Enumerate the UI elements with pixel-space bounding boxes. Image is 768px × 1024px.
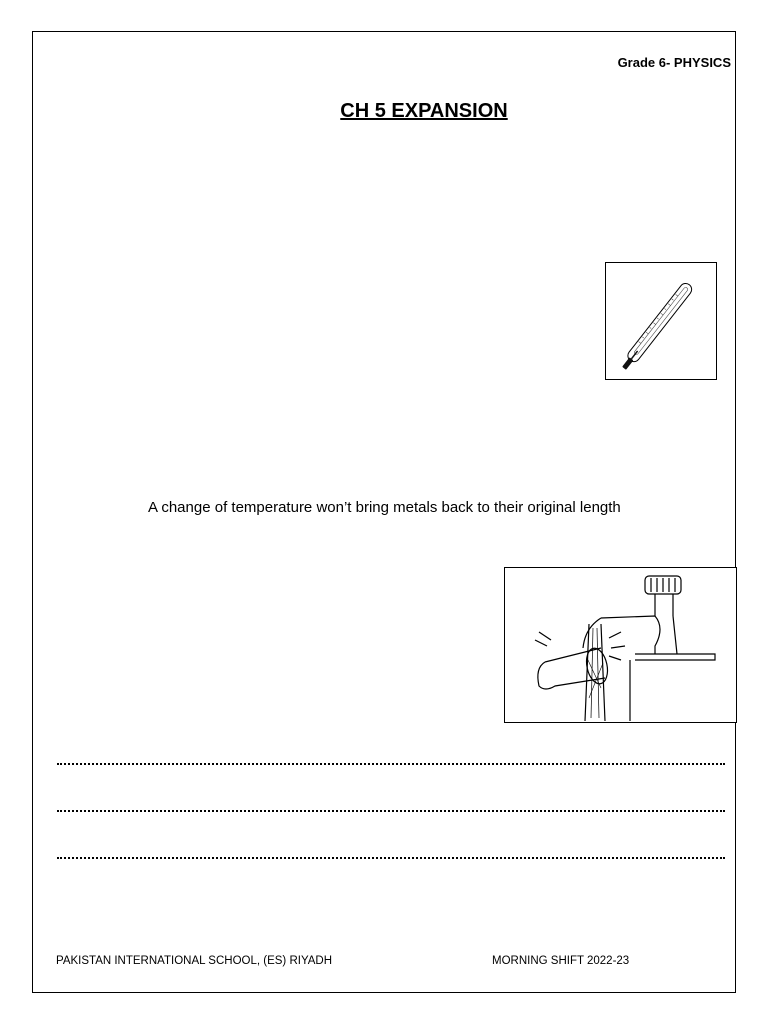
footer-school: PAKISTAN INTERNATIONAL SCHOOL, (ES) RIYADH xyxy=(56,955,333,967)
thermometer-figure xyxy=(605,262,717,380)
water-tap-icon xyxy=(505,568,735,721)
answer-line[interactable] xyxy=(57,810,725,812)
answer-line[interactable] xyxy=(57,763,725,765)
answer-line[interactable] xyxy=(57,857,725,859)
thermometer-icon xyxy=(606,263,716,379)
page-title: CH 5 EXPANSION xyxy=(340,100,508,122)
statement-text: A change of temperature won’t bring metals back to their original length xyxy=(148,499,621,516)
footer-shift: MORNING SHIFT 2022-23 xyxy=(492,955,630,967)
tap-figure xyxy=(504,567,737,723)
grade-label: Grade 6- PHYSICS xyxy=(617,55,731,70)
